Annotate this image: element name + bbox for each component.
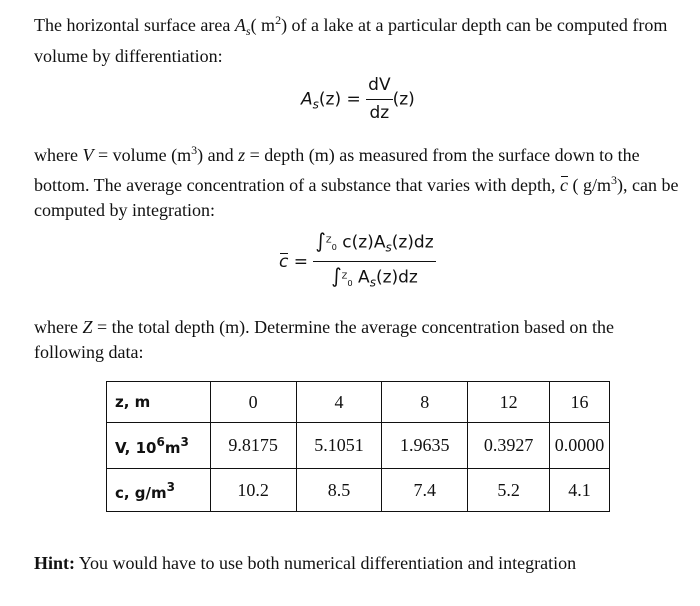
eq1-fraction (366, 73, 392, 126)
eq2-den-tail: (z)dz (375, 267, 418, 288)
eq2-num-integral: ∫ (315, 228, 326, 253)
concentration-label-text: c, g/m (115, 483, 167, 502)
volume-label (107, 423, 211, 469)
intro-paragraph (34, 8, 684, 69)
where-paragraph-2 (34, 315, 684, 365)
eq2-den-limits (341, 270, 353, 288)
eq1-lhs: A (301, 89, 313, 110)
concentration-cell: 7.4 (382, 469, 468, 512)
var-cbar: c (560, 173, 568, 198)
hint-paragraph (34, 551, 576, 576)
eq2-num-body: c(z)A (342, 232, 386, 253)
concentration-label-exp: 3 (166, 479, 176, 494)
volume-cell: 1.9635 (382, 423, 468, 469)
hint-label: Hint: (34, 553, 76, 573)
hint-text: You would have to use both numerical differentiation and integration (75, 553, 577, 573)
eq1-lhs-arg: (z) = (318, 89, 361, 110)
equation-surface-area (301, 73, 415, 126)
eq2-num-sub: s (385, 240, 392, 255)
eq2-den-lower: 0 (347, 277, 353, 288)
eq1-rhs-arg: (z) (392, 89, 415, 110)
depth-cell: 16 (549, 382, 609, 423)
w1-a: where (34, 145, 83, 165)
eq2-num-limits (325, 235, 337, 253)
var-z: z (238, 145, 246, 165)
volume-cell: 0.3927 (468, 423, 550, 469)
w1-c: ) and (197, 145, 239, 165)
w2-a: where (34, 317, 83, 337)
eq2-lhs: c (279, 250, 288, 275)
w2-b: = the total depth (m). Determine the average concentration based on the following data: (34, 317, 614, 362)
volume-label-unit-exp: 3 (180, 435, 189, 449)
sub-s: s (245, 24, 251, 38)
sup-3: 3 (191, 143, 198, 157)
table-row-concentration (107, 469, 610, 512)
depth-cell: 12 (468, 382, 550, 423)
depth-cell: 0 (210, 382, 296, 423)
eq2-num-lower: 0 (331, 242, 337, 253)
depth-cell: 4 (296, 382, 382, 423)
data-table (106, 381, 610, 512)
where-paragraph-1 (34, 138, 684, 223)
sup-2: 2 (275, 13, 282, 27)
w1-d: = depth (m) as measured from the surface down to the bottom. The average concentration of a substance that varies with depth, (34, 145, 640, 195)
eq2-numerator (313, 228, 435, 261)
w1-e: ( g/m (568, 175, 611, 195)
table-row-depth (107, 382, 610, 423)
eq2-den-integral: ∫ (331, 263, 342, 288)
w1-b: = volume (m (93, 145, 192, 165)
var-total-z: Z (82, 317, 93, 337)
volume-label-text: V, 10 (115, 439, 157, 457)
eq1-denominator: dz (366, 99, 392, 126)
equation-average-concentration (279, 228, 436, 296)
concentration-label (107, 469, 211, 512)
intro-text-b: ) of a lake at a particular depth can be computed from volume by differentiation: (34, 15, 668, 66)
eq2-equals: = (288, 251, 309, 272)
volume-label-exp: 6 (156, 435, 165, 449)
concentration-cell: 5.2 (468, 469, 550, 512)
var-v: V (82, 145, 94, 165)
volume-cell: 0.0000 (549, 423, 609, 469)
depth-label: z, m (107, 382, 211, 423)
volume-cell: 5.1051 (296, 423, 382, 469)
sup-3b: 3 (611, 173, 617, 187)
intro-text: The horizontal surface area (34, 15, 235, 35)
intro-unit: ( m (250, 15, 276, 35)
volume-cell: 9.8175 (210, 423, 296, 469)
eq1-numerator: dV (368, 75, 391, 95)
eq2-fraction (313, 228, 435, 296)
eq2-num-tail: (z)dz (391, 232, 434, 253)
concentration-cell: 4.1 (549, 469, 609, 512)
eq2-den-sub: s (369, 275, 376, 290)
concentration-cell: 10.2 (210, 469, 296, 512)
table-row-volume (107, 423, 610, 469)
eq2-den-upper: Z (341, 270, 348, 281)
w1-f: ), can be computed by integration: (34, 175, 679, 220)
depth-cell: 8 (382, 382, 468, 423)
eq2-denominator (313, 261, 435, 295)
var-as: A (234, 15, 246, 35)
eq2-den-body: A (358, 267, 370, 288)
eq1-lhs-sub: s (312, 97, 319, 112)
volume-label-unit: m (164, 439, 181, 457)
eq2-num-upper: Z (325, 235, 332, 245)
concentration-cell: 8.5 (296, 469, 382, 512)
